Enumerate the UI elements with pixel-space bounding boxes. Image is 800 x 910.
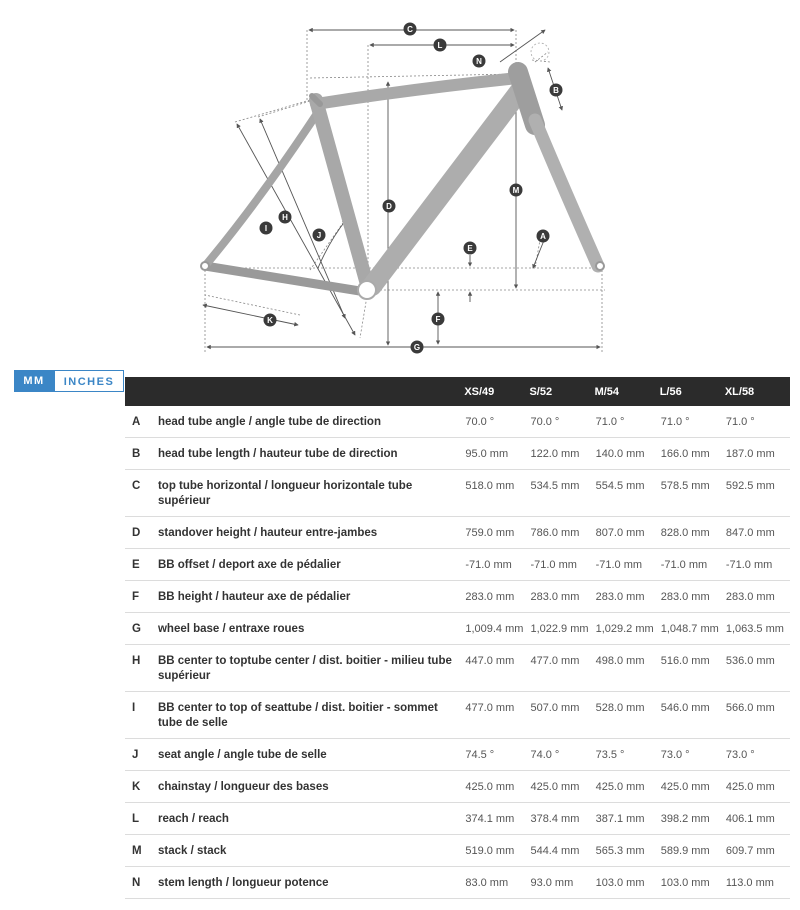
row-letter: J xyxy=(125,739,157,771)
row-value: 283.0 mm xyxy=(660,581,725,613)
svg-text:E: E xyxy=(467,244,473,253)
row-value: 519.0 mm xyxy=(464,835,529,867)
marker-b xyxy=(550,84,563,97)
svg-text:M: M xyxy=(512,186,520,195)
row-value: 74.5 ° xyxy=(464,739,529,771)
marker-m xyxy=(510,184,523,197)
svg-text:A: A xyxy=(540,232,546,241)
row-measurement-name: wheel base / entraxe roues xyxy=(157,613,464,645)
table-row xyxy=(125,739,790,771)
frame-geometry-diagram xyxy=(0,0,800,360)
row-measurement-name: BB center to top of seattube / dist. boitier - sommet tube de selle xyxy=(157,692,464,739)
front-dropout xyxy=(596,262,604,270)
row-value: 566.0 mm xyxy=(725,692,790,739)
row-value: -71.0 mm xyxy=(529,549,594,581)
row-value: 425.0 mm xyxy=(529,771,594,803)
svg-text:K: K xyxy=(267,316,273,325)
row-value: 113.0 mm xyxy=(725,867,790,899)
row-value: 807.0 mm xyxy=(595,517,660,549)
row-value: -71.0 mm xyxy=(725,549,790,581)
header-size: L/56 xyxy=(660,377,725,406)
row-measurement-name: chainstay / longueur des bases xyxy=(157,771,464,803)
header-size: S/52 xyxy=(529,377,594,406)
row-value: 406.1 mm xyxy=(725,803,790,835)
unit-mm-button[interactable]: MM xyxy=(14,370,54,392)
marker-l xyxy=(434,39,447,52)
row-value: 74.0 ° xyxy=(529,739,594,771)
row-value: 546.0 mm xyxy=(660,692,725,739)
row-letter: I xyxy=(125,692,157,739)
row-measurement-name: reach / reach xyxy=(157,803,464,835)
row-value: 283.0 mm xyxy=(725,581,790,613)
marker-k xyxy=(264,314,277,327)
row-value: 425.0 mm xyxy=(725,771,790,803)
marker-i xyxy=(260,222,273,235)
row-value: 140.0 mm xyxy=(595,438,660,470)
row-value: 283.0 mm xyxy=(464,581,529,613)
table-header-row xyxy=(125,377,790,406)
row-value: -71.0 mm xyxy=(595,549,660,581)
row-measurement-name: standover height / hauteur entre-jambes xyxy=(157,517,464,549)
row-measurement-name: BB offset / deport axe de pédalier xyxy=(157,549,464,581)
row-value: 518.0 mm xyxy=(464,470,529,517)
row-value: 374.1 mm xyxy=(464,803,529,835)
marker-a xyxy=(537,230,550,243)
row-value: 71.0 ° xyxy=(660,406,725,438)
header-name xyxy=(157,377,464,406)
row-value: 70.0 ° xyxy=(464,406,529,438)
row-value: 70.0 ° xyxy=(529,406,594,438)
svg-text:J: J xyxy=(316,231,322,240)
bottom-bracket xyxy=(358,281,376,299)
row-value: 592.5 mm xyxy=(725,470,790,517)
rear-dropout xyxy=(201,262,209,270)
row-value: 1,022.9 mm xyxy=(529,613,594,645)
row-value: 536.0 mm xyxy=(725,645,790,692)
row-letter: B xyxy=(125,438,157,470)
handlebar-outline xyxy=(531,43,549,61)
row-measurement-name: top tube horizontal / longueur horizontale tube supérieur xyxy=(157,470,464,517)
row-letter: N xyxy=(125,867,157,899)
marker-h xyxy=(279,211,292,224)
table-row xyxy=(125,771,790,803)
row-value: 554.5 mm xyxy=(595,470,660,517)
table-row xyxy=(125,470,790,517)
marker-g xyxy=(411,341,424,354)
row-measurement-name: head tube angle / angle tube de direction xyxy=(157,406,464,438)
svg-text:I: I xyxy=(264,224,268,233)
row-value: 828.0 mm xyxy=(660,517,725,549)
row-measurement-name: BB center to toptube center / dist. boitier - milieu tube supérieur xyxy=(157,645,464,692)
row-value: 507.0 mm xyxy=(529,692,594,739)
row-value: 95.0 mm xyxy=(464,438,529,470)
row-value: 166.0 mm xyxy=(660,438,725,470)
row-value: 73.5 ° xyxy=(595,739,660,771)
row-measurement-name: seat angle / angle tube de selle xyxy=(157,739,464,771)
table-row xyxy=(125,867,790,899)
geometry-table xyxy=(125,377,790,899)
table-row xyxy=(125,406,790,438)
row-value: 544.4 mm xyxy=(529,835,594,867)
row-value: 447.0 mm xyxy=(464,645,529,692)
svg-text:L: L xyxy=(437,41,443,50)
row-letter: M xyxy=(125,835,157,867)
row-value: 1,029.2 mm xyxy=(595,613,660,645)
row-letter: L xyxy=(125,803,157,835)
row-value: 425.0 mm xyxy=(595,771,660,803)
svg-text:G: G xyxy=(413,343,421,352)
row-value: 103.0 mm xyxy=(660,867,725,899)
row-value: 565.3 mm xyxy=(595,835,660,867)
svg-text:C: C xyxy=(407,25,413,34)
row-letter: C xyxy=(125,470,157,517)
row-measurement-name: head tube length / hauteur tube de direction xyxy=(157,438,464,470)
row-value: 93.0 mm xyxy=(529,867,594,899)
row-value: -71.0 mm xyxy=(660,549,725,581)
row-measurement-name: BB height / hauteur axe de pédalier xyxy=(157,581,464,613)
table-row xyxy=(125,613,790,645)
header-size: XL/58 xyxy=(725,377,790,406)
row-value: 516.0 mm xyxy=(660,645,725,692)
table-row xyxy=(125,645,790,692)
row-measurement-name: stack / stack xyxy=(157,835,464,867)
marker-f xyxy=(432,313,445,326)
row-value: 498.0 mm xyxy=(595,645,660,692)
row-value: 398.2 mm xyxy=(660,803,725,835)
row-value: 786.0 mm xyxy=(529,517,594,549)
row-value: 589.9 mm xyxy=(660,835,725,867)
row-value: 71.0 ° xyxy=(595,406,660,438)
marker-n xyxy=(473,55,486,68)
row-letter: F xyxy=(125,581,157,613)
row-value: 187.0 mm xyxy=(725,438,790,470)
row-value: 1,009.4 mm xyxy=(464,613,529,645)
row-letter: K xyxy=(125,771,157,803)
row-value: 73.0 ° xyxy=(660,739,725,771)
svg-text:D: D xyxy=(386,202,392,211)
table-row xyxy=(125,835,790,867)
row-value: 387.1 mm xyxy=(595,803,660,835)
header-size: M/54 xyxy=(595,377,660,406)
row-value: 534.5 mm xyxy=(529,470,594,517)
header-size: XS/49 xyxy=(464,377,529,406)
row-letter: A xyxy=(125,406,157,438)
row-value: 1,063.5 mm xyxy=(725,613,790,645)
row-value: 71.0 ° xyxy=(725,406,790,438)
table-row xyxy=(125,549,790,581)
marker-c xyxy=(404,23,417,36)
row-value: 425.0 mm xyxy=(660,771,725,803)
row-value: 1,048.7 mm xyxy=(660,613,725,645)
marker-d xyxy=(383,200,396,213)
row-value: 283.0 mm xyxy=(529,581,594,613)
row-letter: E xyxy=(125,549,157,581)
row-value: 759.0 mm xyxy=(464,517,529,549)
row-value: 378.4 mm xyxy=(529,803,594,835)
unit-toggle xyxy=(14,370,124,392)
row-letter: H xyxy=(125,645,157,692)
row-value: -71.0 mm xyxy=(464,549,529,581)
marker-e xyxy=(464,242,477,255)
row-measurement-name: stem length / longueur potence xyxy=(157,867,464,899)
row-value: 283.0 mm xyxy=(595,581,660,613)
row-value: 578.5 mm xyxy=(660,470,725,517)
svg-text:N: N xyxy=(476,57,482,66)
row-value: 122.0 mm xyxy=(529,438,594,470)
svg-text:B: B xyxy=(553,86,559,95)
row-value: 83.0 mm xyxy=(464,867,529,899)
table-row xyxy=(125,517,790,549)
row-value: 103.0 mm xyxy=(595,867,660,899)
marker-j xyxy=(313,229,326,242)
table-row xyxy=(125,581,790,613)
table-row xyxy=(125,803,790,835)
bike-frame xyxy=(205,72,598,292)
row-value: 73.0 ° xyxy=(725,739,790,771)
row-value: 477.0 mm xyxy=(529,645,594,692)
row-value: 528.0 mm xyxy=(595,692,660,739)
table-row xyxy=(125,438,790,470)
svg-text:H: H xyxy=(282,213,288,222)
row-letter: D xyxy=(125,517,157,549)
row-value: 425.0 mm xyxy=(464,771,529,803)
row-value: 477.0 mm xyxy=(464,692,529,739)
header-letter xyxy=(125,377,157,406)
row-value: 847.0 mm xyxy=(725,517,790,549)
unit-inches-button[interactable]: INCHES xyxy=(54,370,124,392)
row-letter: G xyxy=(125,613,157,645)
row-value: 609.7 mm xyxy=(725,835,790,867)
table-row xyxy=(125,692,790,739)
svg-text:F: F xyxy=(435,315,441,324)
